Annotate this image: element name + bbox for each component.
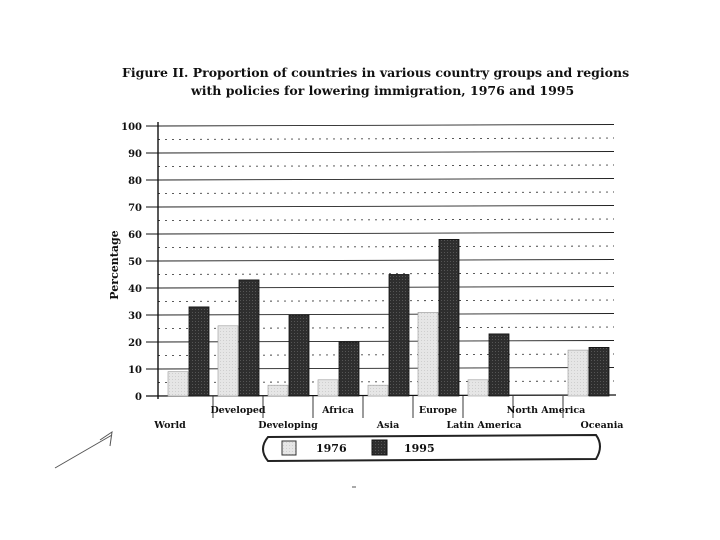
bar-1976-oceania: [568, 350, 588, 396]
bar-1976-africa: [318, 380, 338, 396]
gridline: [158, 125, 614, 127]
y-tick-label: 50: [128, 257, 142, 268]
legend-swatch-1995: [372, 440, 387, 455]
x-tick-label: North America: [506, 405, 586, 416]
legend-swatch-1976: [282, 441, 296, 455]
bar-1995-asia: [389, 275, 409, 397]
y-tick-label: 0: [135, 392, 142, 403]
bar-1995-world: [189, 307, 209, 396]
gridline-minor: [158, 165, 614, 167]
gridline: [158, 287, 614, 289]
y-tick-label: 100: [121, 122, 142, 133]
bar-1976-developed: [218, 326, 238, 396]
gridline-minor: [158, 138, 614, 140]
category-labels: [153, 396, 623, 431]
x-tick-label: World: [154, 420, 186, 431]
x-tick-label: Developing: [258, 420, 318, 431]
chart-title: Figure II. Proportion of countries in various country groups and regions: [122, 65, 630, 80]
chart-subtitle: with policies for lowering immigration, 1976 and 1995: [191, 83, 575, 98]
bars: [168, 239, 609, 396]
pen-mark: [55, 432, 112, 468]
gridline-minor: [158, 192, 614, 194]
gridline: [158, 260, 614, 262]
x-tick-label: Oceania: [580, 420, 624, 431]
bar-1995-oceania: [589, 347, 609, 396]
gridline-minor: [158, 300, 614, 302]
gridline-minor: [158, 273, 614, 275]
bar-1995-latin-america: [489, 334, 509, 396]
legend-label-1995: 1995: [404, 442, 435, 455]
bar-1995-europe: [439, 239, 459, 396]
bar-1995-developing: [289, 315, 309, 396]
y-tick-label: 70: [128, 203, 142, 214]
y-tick-label: 10: [128, 365, 142, 376]
x-tick-label: Europe: [418, 405, 458, 416]
x-tick-label: Asia: [376, 420, 400, 431]
x-tick-label: Africa: [322, 405, 354, 416]
gridline: [158, 206, 614, 208]
gridline: [158, 314, 614, 316]
y-tick-label: 90: [128, 149, 142, 160]
y-tick-label: 40: [128, 284, 142, 295]
bar-1976-developing: [268, 385, 288, 396]
legend: [263, 435, 600, 461]
legend-label-1976: 1976: [316, 442, 347, 455]
y-tick-label: 80: [128, 176, 142, 187]
gridline: [158, 152, 614, 154]
y-tick-label: 60: [128, 230, 142, 241]
y-axis-label: Percentage: [108, 230, 121, 300]
bar-1976-europe: [418, 312, 438, 396]
x-tick-label: Latin America: [446, 420, 522, 431]
gridline-minor: [158, 246, 614, 248]
bar-1995-developed: [239, 280, 259, 396]
y-tick-label: 30: [128, 311, 142, 322]
bar-1976-latin-america: [468, 380, 488, 396]
bar-1995-africa: [339, 342, 359, 396]
x-tick-label: Developed: [210, 405, 266, 416]
gridline: [158, 179, 614, 181]
y-tick-label: 20: [128, 338, 142, 349]
bar-1976-world: [168, 372, 188, 396]
gridline-minor: [158, 219, 614, 221]
gridline: [158, 233, 614, 235]
bar-1976-asia: [368, 385, 388, 396]
